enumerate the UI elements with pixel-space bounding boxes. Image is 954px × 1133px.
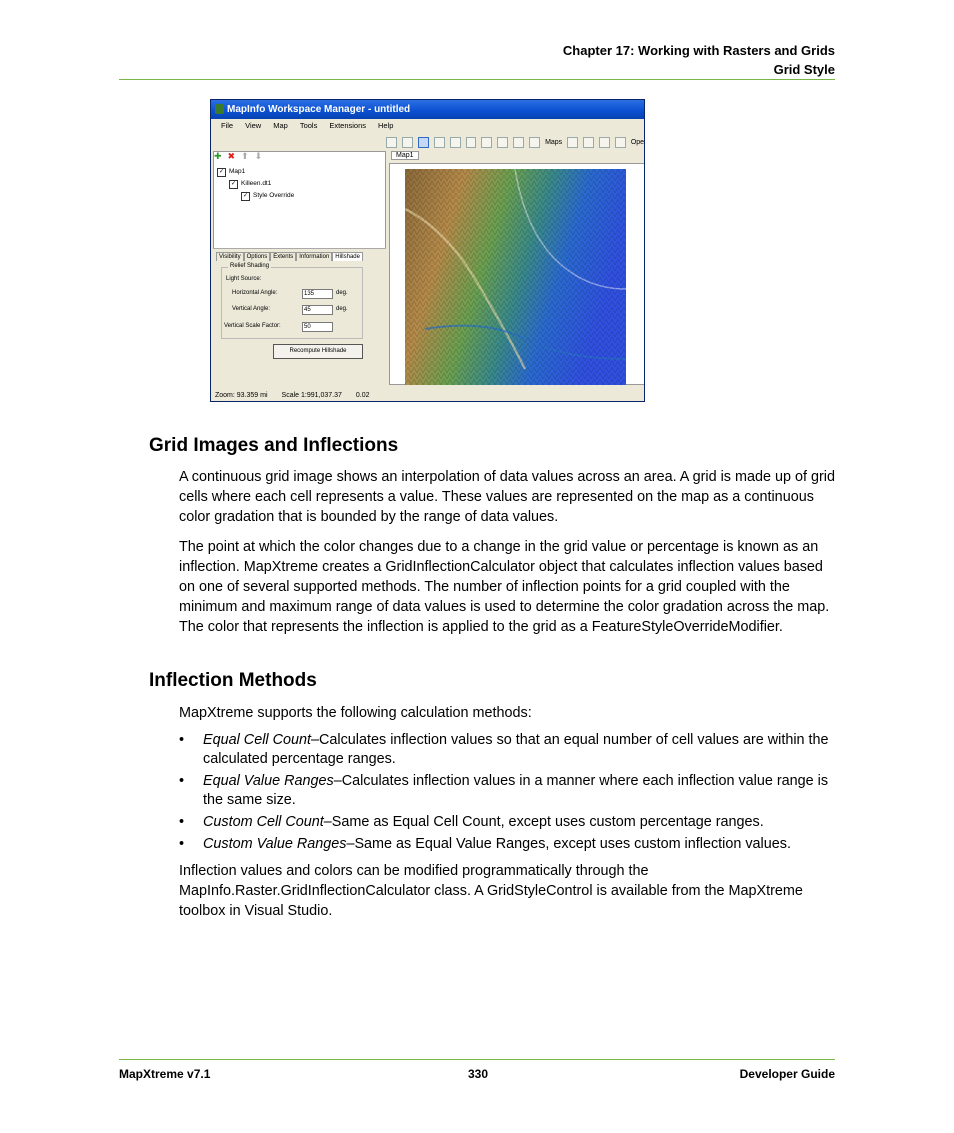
open-folder-icon[interactable] (615, 137, 626, 148)
zoom-in-icon[interactable] (386, 137, 397, 148)
select-icon[interactable] (434, 137, 445, 148)
menu-map[interactable]: Map (273, 121, 288, 130)
status-zoom: Zoom: 93.359 mi (215, 392, 268, 399)
window-title: MapInfo Workspace Manager - untitled (227, 104, 411, 115)
footer-rule (119, 1059, 835, 1060)
maps-label[interactable]: Maps (545, 138, 563, 146)
map-tab[interactable]: Map1 (391, 151, 419, 160)
zoom-out-icon[interactable] (402, 137, 413, 148)
move-down-icon[interactable]: ⬇ (254, 151, 263, 161)
menu-bar (221, 121, 393, 133)
list-item: • Equal Value Ranges–Calculates inflection values in a manner where each inflection value range is the same size. (179, 773, 829, 808)
info-icon[interactable] (481, 137, 492, 148)
section-title: Grid Style (773, 62, 835, 77)
remove-icon[interactable]: ✖ (227, 151, 236, 161)
list-item: • Custom Value Ranges–Same as Equal Value Ranges, except uses custom inflection values. (179, 836, 791, 852)
footer-guide: Developer Guide (739, 1067, 835, 1081)
horizontal-angle-field[interactable]: 135 (302, 289, 333, 299)
horizontal-angle-label: Horizontal Angle: (232, 290, 278, 296)
tree-node-map[interactable]: ✓ Map1 (218, 168, 246, 175)
tree-node-override[interactable]: ✓ Style Override (242, 192, 295, 199)
status-bar (215, 392, 369, 399)
scale-factor-field[interactable]: 50 (302, 322, 333, 332)
page-number: 330 (468, 1067, 489, 1081)
tree-node-layer[interactable]: ✓ Killeen.dt1 (230, 180, 272, 187)
properties-panel (213, 248, 386, 385)
add-icon[interactable]: ✚ (214, 151, 222, 161)
property-tabs (216, 252, 386, 261)
undo-icon[interactable] (583, 137, 594, 148)
group-title: Relief Shading (230, 263, 270, 269)
vertical-angle-label: Vertical Angle: (232, 306, 271, 312)
select-rect-icon[interactable] (450, 137, 461, 148)
chapter-title: Chapter 17: Working with Rasters and Grids (562, 43, 835, 58)
pan-icon[interactable] (418, 137, 429, 148)
hillshade-terrain-image (405, 169, 626, 385)
paragraph-methods-intro: MapXtreme supports the following calculation methods: (179, 705, 532, 721)
running-header (563, 41, 835, 79)
workspace-manager-screenshot (210, 99, 645, 402)
tree-toolbar (214, 151, 262, 162)
status-scale: Scale 1:991,037.37 (281, 392, 342, 399)
tab-hillshade[interactable]: Hillshade (332, 252, 363, 261)
window-titlebar (211, 100, 644, 119)
style-icon[interactable] (513, 137, 524, 148)
scale-factor-label: Vertical Scale Factor: (224, 323, 281, 329)
horizontal-unit: deg. (336, 290, 348, 296)
vertical-angle-field[interactable]: 45 (302, 305, 333, 315)
checkbox-icon[interactable]: ✓ (242, 192, 249, 199)
light-source-label: Light Source: (226, 276, 262, 282)
vertical-unit: deg. (336, 306, 348, 312)
menu-view[interactable]: View (245, 121, 262, 130)
menu-tools[interactable]: Tools (299, 121, 318, 130)
redo-icon[interactable] (599, 137, 610, 148)
move-up-icon[interactable]: ⬆ (241, 151, 249, 161)
tab-extents[interactable]: Extents (270, 252, 296, 261)
tab-options[interactable]: Options (244, 252, 271, 261)
checkbox-icon[interactable]: ✓ (230, 180, 237, 187)
checkbox-icon[interactable]: ✓ (218, 168, 225, 175)
select-radius-icon[interactable] (466, 137, 477, 148)
app-icon (215, 104, 224, 114)
paragraph-outro: Inflection values and colors can be modified programmatically through the MapInfo.Raster.GridInflectionCalculator class. A GridStyleControl is available from the MapXtreme toolbox in Visual Studio. (179, 863, 803, 919)
status-value: 0.02 (355, 392, 370, 399)
section-heading-grid-images: Grid Images and Inflections (149, 435, 399, 456)
paragraph-grid-intro: A continuous grid image shows an interpolation of data values across an area. A grid is made up of grid cells where each cell represents a value. These values are represented on the map as a continuous color gradation that is bounded by the range of data values. (179, 469, 835, 525)
paragraph-inflection: The point at which the color changes due to a change in the grid value or percentage is known as an inflection. MapXtreme creates a GridInflectionCalculator object that calculates inflection values based on one of several supported methods. The number of inflection points for a grid coupled with the minimum and maximum range of data values is used to determine the color gradation across the map. The color that represents the inflection is applied to the grid as a FeatureStyleOverrideModifier. (179, 539, 830, 635)
menu-extensions[interactable]: Extensions (329, 121, 367, 130)
map-view[interactable] (389, 163, 645, 385)
footer-product: MapXtreme v7.1 (119, 1067, 211, 1081)
recompute-hillshade-button[interactable]: Recompute Hillshade (273, 344, 363, 359)
menu-file[interactable]: File (221, 121, 234, 130)
section-heading-inflection-methods: Inflection Methods (149, 670, 317, 691)
map-toolbar (386, 134, 644, 150)
layers-icon[interactable] (567, 137, 578, 148)
maps-icon[interactable] (529, 137, 540, 148)
menu-help[interactable]: Help (378, 121, 394, 130)
methods-list (179, 731, 839, 857)
tab-information[interactable]: Information (296, 252, 332, 261)
clear-icon[interactable] (497, 137, 508, 148)
layer-tree (217, 166, 294, 202)
open-label[interactable]: Ope (630, 138, 645, 146)
tab-visibility[interactable]: Visibility (216, 252, 244, 261)
relief-shading-group (221, 263, 363, 339)
list-item: • Custom Cell Count–Same as Equal Cell Count, except uses custom percentage ranges. (179, 814, 764, 830)
header-rule (119, 79, 835, 80)
list-item: • Equal Cell Count–Calculates inflection values so that an equal number of cell values are within the calculated percentage ranges. (179, 732, 829, 767)
